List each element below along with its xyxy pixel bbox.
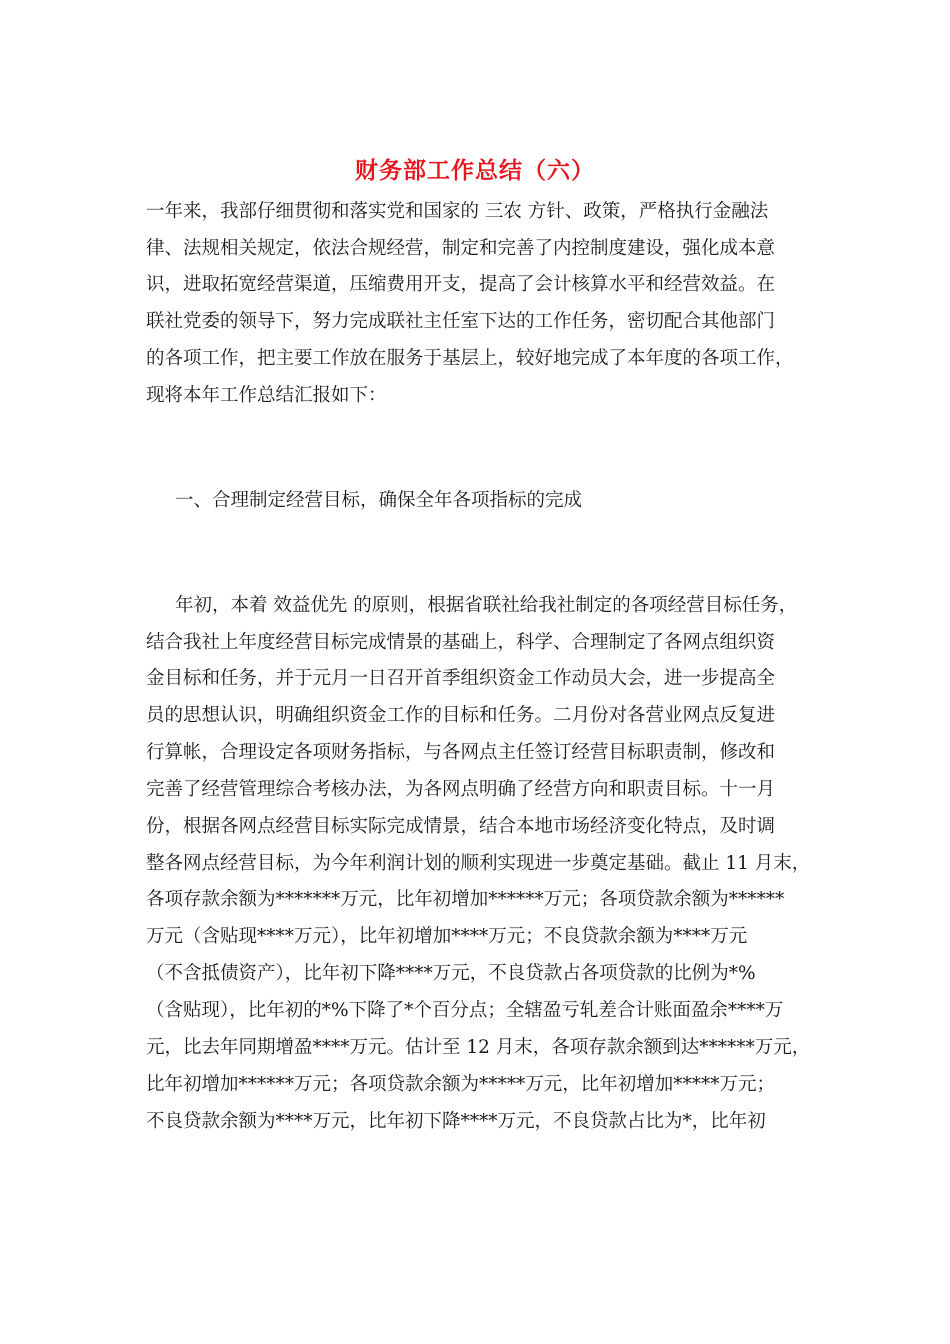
body-line: 不良贷款余额为****万元，比年初下降****万元，不良贷款占比为*，比年初: [146, 1111, 766, 1132]
intro-line: 识，进取拓宽经营渠道，压缩费用开支，提高了会计核算水平和经营效益。在: [146, 274, 776, 295]
body-line: 结合我社上年度经营目标完成情景的基础上，科学、合理制定了各网点组织资: [146, 632, 776, 653]
body-line: 金目标和任务，并于元月一日召开首季组织资金工作动员大会，进一步提高全: [146, 668, 776, 689]
intro-line: 的各项工作，把主要工作放在服务于基层上，较好地完成了本年度的各项工作，: [146, 348, 794, 369]
document-title: 财务部工作总结（六）: [355, 157, 595, 184]
intro-line: 一年来，我部仔细贯彻和落实党和国家的 三农 方针、政策，严格执行金融法: [146, 201, 769, 222]
body-line: 完善了经营管理综合考核办法，为各网点明确了经营方向和职责目标。十一月: [146, 779, 776, 800]
body-line: （不含抵债资产），比年初下降****万元，不良贷款占各项贷款的比例为*%: [146, 963, 756, 984]
body-line: 行算帐，合理设定各项财务指标，与各网点主任签订经营目标职责制，修改和: [146, 742, 776, 763]
body-line: 万元（含贴现****万元），比年初增加****万元；不良贷款余额为****万元: [146, 926, 748, 947]
intro-line: 联社党委的领导下，努力完成联社主任室下达的工作任务，密切配合其他部门: [146, 311, 776, 332]
body-line: 员的思想认识，明确组织资金工作的目标和任务。二月份对各营业网点反复进: [146, 705, 776, 726]
body-line: 整各网点经营目标，为今年利润计划的顺利实现进一步奠定基础。截止 11 月末，: [146, 853, 811, 874]
body-line: 元，比去年同期增盈****万元。估计至 12 月末，各项存款余额到达******万元，: [146, 1037, 811, 1058]
intro-line: 现将本年工作总结汇报如下：: [146, 385, 387, 406]
body-line: 各项存款余额为*******万元，比年初增加******万元；各项贷款余额为******: [146, 889, 785, 910]
body-line: 份，根据各网点经营目标实际完成情景，结合本地市场经济变化特点，及时调: [146, 816, 776, 837]
body-line: 年初，本着 效益优先 的原则，根据省联社给我社制定的各项经营目标任务，: [175, 595, 798, 616]
intro-line: 律、法规相关规定，依法合规经营，制定和完善了内控制度建设，强化成本意: [146, 238, 776, 259]
body-line: 比年初增加******万元；各项贷款余额为*****万元，比年初增加*****万元；: [146, 1074, 776, 1095]
section-heading: 一、合理制定经营目标，确保全年各项指标的完成: [175, 490, 583, 511]
body-line: （含贴现），比年初的*%下降了*个百分点；全辖盈亏轧差合计账面盈余****万: [146, 1000, 784, 1021]
